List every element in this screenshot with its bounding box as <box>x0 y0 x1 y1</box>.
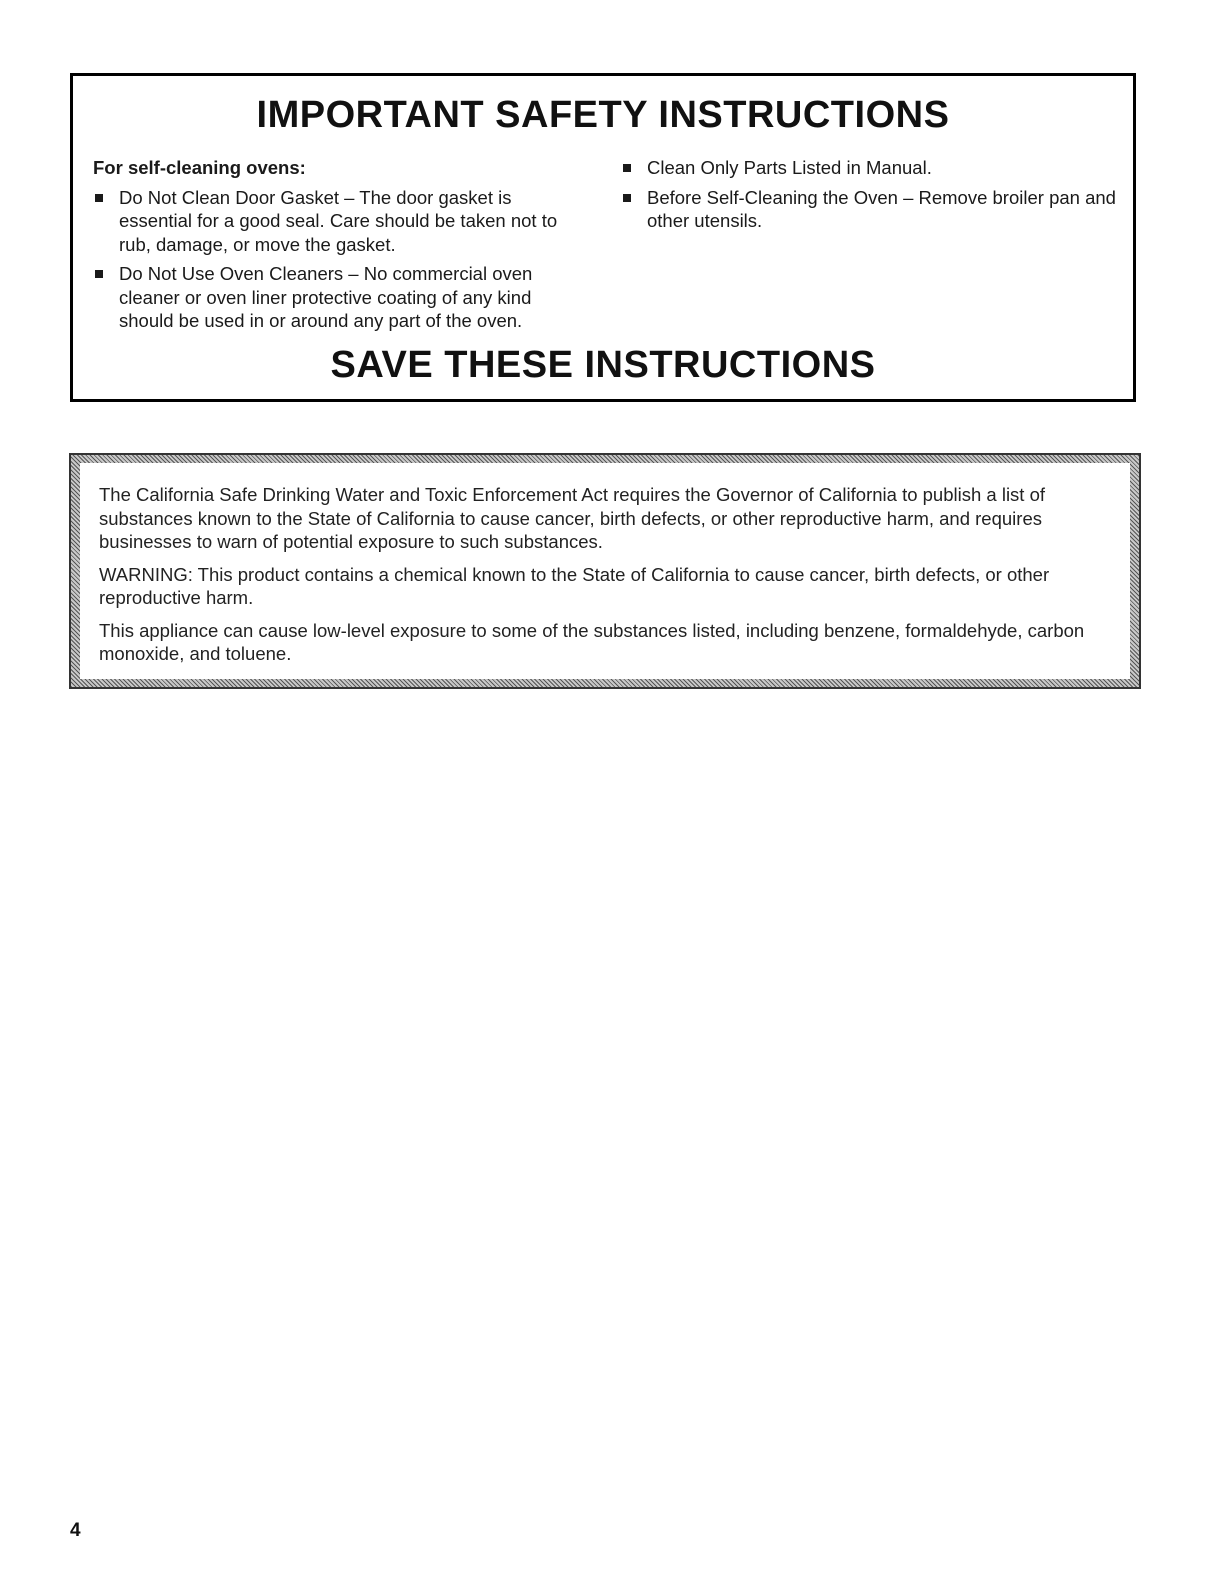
square-bullet-icon <box>95 194 103 202</box>
prop65-paragraph-warning: WARNING: This product contains a chemical known to the State of California to cause cancer, birth defects, or other reproductive harm. <box>99 563 1050 608</box>
list-item <box>93 262 573 333</box>
left-column <box>93 156 573 339</box>
list-item-text: Do Not Clean Door Gasket – The door gasket is essential for a good seal. Care should be taken not to rub, damage, or move the gasket. <box>119 186 558 255</box>
prop65-paragraph-act: The California Safe Drinking Water and Toxic Enforcement Act requires the Governor of California to publish a list of substances known to the State of California to cause cancer, birth defects, or other reproductive harm, and requires businesses to warn of potential exposure to such substances. <box>99 484 1046 552</box>
list-item-text: Clean Only Parts Listed in Manual. <box>647 157 932 178</box>
list-item-text: Before Self-Cleaning the Oven – Remove broiler pan and other utensils. <box>647 186 1116 231</box>
safety-title: IMPORTANT SAFETY INSTRUCTIONS <box>256 94 950 136</box>
square-bullet-icon <box>95 270 103 278</box>
self-cleaning-subheading: For self-cleaning ovens: <box>93 157 306 178</box>
page-number: 4 <box>70 1520 81 1541</box>
right-bullet-list <box>621 156 1126 233</box>
prop65-text-area <box>80 463 1130 679</box>
right-column <box>621 156 1126 239</box>
prop65-paragraph-exposure: This appliance can cause low-level exposure to some of the substances listed, including benzene, formaldehyde, carbon monoxide, and toluene. <box>99 619 1085 664</box>
save-instructions-title: SAVE THESE INSTRUCTIONS <box>330 344 876 386</box>
list-item <box>621 156 1126 180</box>
california-prop65-warning-box <box>69 453 1141 689</box>
list-item <box>93 186 573 257</box>
square-bullet-icon <box>623 194 631 202</box>
list-item <box>621 186 1126 233</box>
square-bullet-icon <box>623 164 631 172</box>
left-bullet-list <box>93 186 573 333</box>
list-item-text: Do Not Use Oven Cleaners – No commercial oven cleaner or oven liner protective coating of any kind should be used in or around any part of the oven. <box>119 263 533 331</box>
important-safety-instructions-box <box>70 73 1136 402</box>
